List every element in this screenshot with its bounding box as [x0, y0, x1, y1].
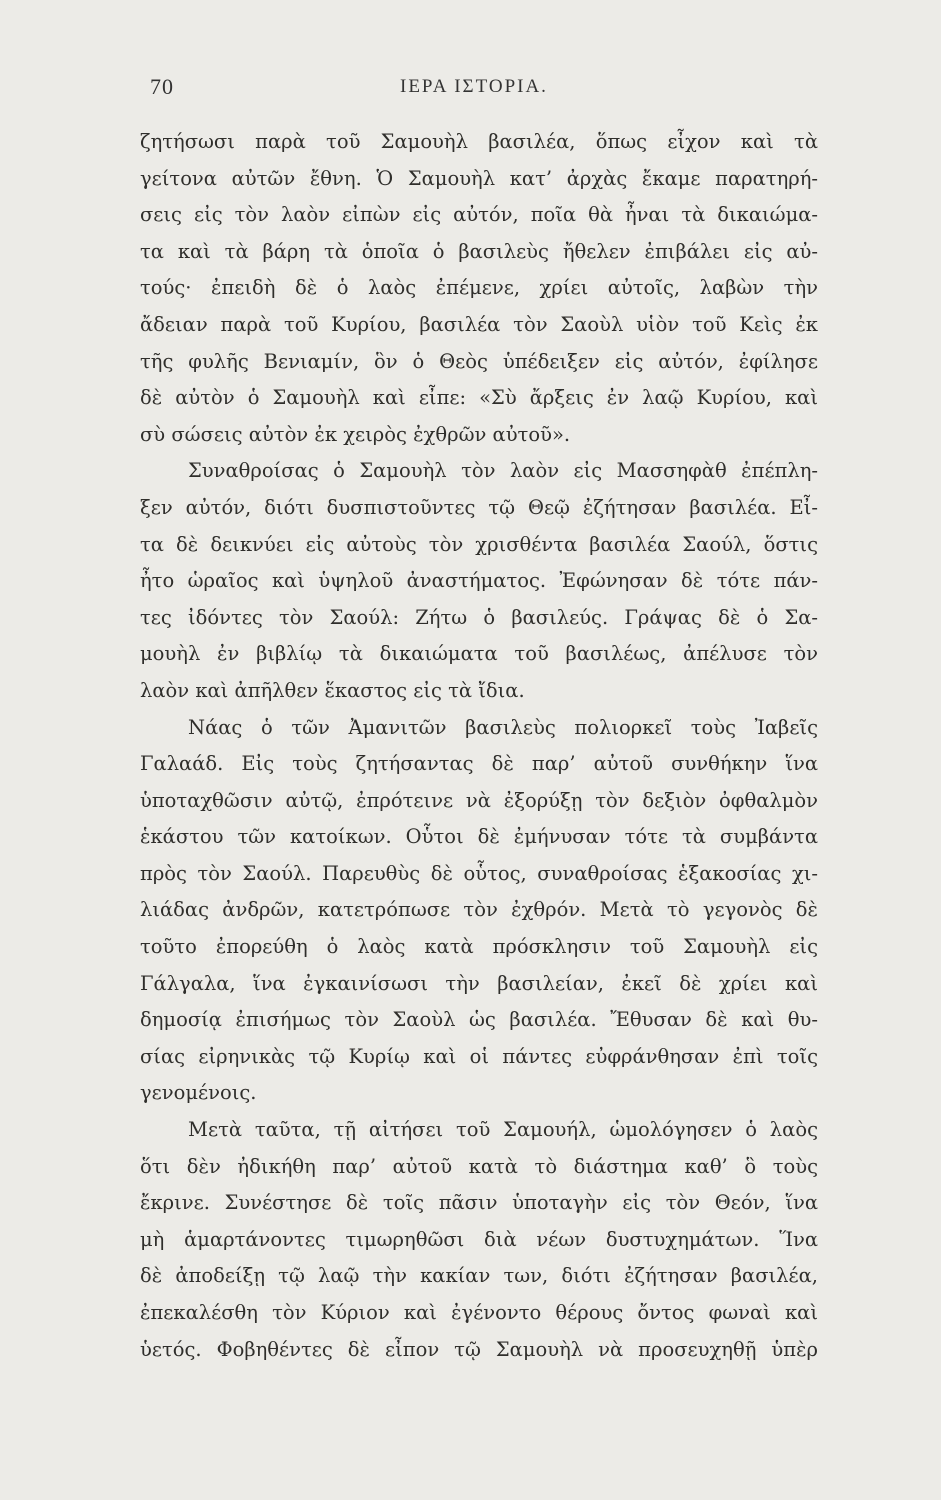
paragraph: [140, 124, 818, 453]
page-header: [150, 74, 830, 104]
text-line: τοῦτο ἐπορεύθη ὁ λαὸς κατὰ πρόσκλησιν τοῦ Σαμουὴλ εἰς: [140, 935, 818, 959]
text-line: ὑετός. Φοβηθέντες δὲ εἶπον τῷ Σαμουὴλ νὰ προσευχηθῇ ὑπὲρ: [140, 1337, 818, 1361]
text-line: λαὸν καὶ ἀπῆλθεν ἕκαστος εἰς τὰ ἴδια.: [140, 678, 525, 702]
text-line: Γαλαάδ. Εἰς τοὺς ζητήσαντας δὲ παρ’ αὐτοῦ συνθήκην ἵνα: [140, 752, 818, 776]
text-line: τα καὶ τὰ βάρη τὰ ὁποῖα ὁ βασιλεὺς ἤθελεν ἐπιβάλει εἰς αὐ-: [140, 239, 818, 263]
text-line: ὑποταχθῶσιν αὐτῷ, ἐπρότεινε νὰ ἐξορύξῃ τὸν δεξιὸν ὀφθαλμὸν: [140, 788, 818, 812]
text-line: Νάας ὁ τῶν Ἀμανιτῶν βασιλεὺς πολιορκεῖ τοὺς Ἰαβεῖς: [188, 715, 818, 739]
text-line: γενομένοις.: [140, 1081, 257, 1105]
page-number: 70: [150, 74, 174, 99]
text-line: λιάδας ἀνδρῶν, κατετρόπωσε τὸν ἐχθρόν. Μετὰ τὸ γεγονὸς δὲ: [140, 898, 818, 922]
text-line: Συναθροίσας ὁ Σαμουὴλ τὸν λαὸν εἰς Μασσηφὰθ ἐπέπλη-: [188, 459, 818, 483]
paragraph: [140, 1112, 818, 1368]
text-line: τούς· ἐπειδὴ δὲ ὁ λαὸς ἐπέμενε, χρίει αὐτοῖς, λαβὼν τὴν: [140, 276, 818, 300]
text-line: γείτονα αὐτῶν ἔθνη. Ὁ Σαμουὴλ κατ’ ἀρχὰς ἔκαμε παρατηρή-: [140, 166, 818, 190]
text-line: πρὸς τὸν Σαούλ. Παρευθὺς δὲ οὗτος, συναθροίσας ἑξακοσίας χι-: [140, 861, 818, 885]
text-line: ἐπεκαλέσθη τὸν Κύριον καὶ ἐγένοντο θέρους ὄντος φωναὶ καὶ: [140, 1301, 818, 1324]
text-line: δὲ ἀποδείξῃ τῷ λαῷ τὴν κακίαν των, διότι ἐζήτησαν βασιλέα,: [140, 1264, 818, 1288]
paragraph: [140, 710, 818, 1113]
text-line: ἑκάστου τῶν κατοίκων. Οὗτοι δὲ ἐμήνυσαν τότε τὰ συμβάντα: [140, 825, 818, 849]
text-line: ἦτο ὡραῖος καὶ ὑψηλοῦ ἀναστήματος. Ἐφώνησαν δὲ τότε πάν-: [140, 569, 818, 593]
text-line: Μετὰ ταῦτα, τῇ αἰτήσει τοῦ Σαμουήλ, ὡμολόγησεν ὁ λαὸς: [188, 1118, 818, 1142]
text-line: ἄδειαν παρὰ τοῦ Κυρίου, βασιλέα τὸν Σαοὺλ υἱὸν τοῦ Κεὶς ἐκ: [140, 312, 818, 336]
text-line: σίας εἰρηνικὰς τῷ Κυρίῳ καὶ οἱ πάντες εὐφράνθησαν ἐπὶ τοῖς: [140, 1044, 818, 1068]
text-line: ἔκρινε. Συνέστησε δὲ τοῖς πᾶσιν ὑποταγὴν εἰς τὸν Θεόν, ἵνα: [140, 1191, 818, 1215]
text-line: ξεν αὐτόν, διότι δυσπιστοῦντες τῷ Θεῷ ἐζήτησαν βασιλέα. Εἶ-: [140, 495, 818, 519]
running-title: ΙΕΡΑ ΙΣΤΟΡΙΑ.: [400, 76, 548, 97]
text-line: ζητήσωσι παρὰ τοῦ Σαμουὴλ βασιλέα, ὅπως εἶχον καὶ τὰ: [140, 130, 818, 153]
text-line: δὲ αὐτὸν ὁ Σαμουὴλ καὶ εἶπε: «Σὺ ἄρξεις ἐν λαῷ Κυρίου, καὶ: [140, 386, 818, 410]
text-line: τες ἰδόντες τὸν Σαούλ: Ζήτω ὁ βασιλεύς. Γράψας δὲ ὁ Σα-: [140, 605, 818, 629]
text-line: μουὴλ ἐν βιβλίῳ τὰ δικαιώματα τοῦ βασιλέως, ἀπέλυσε τὸν: [140, 642, 818, 666]
text-line: τῆς φυλῆς Βενιαμίν, ὃν ὁ Θεὸς ὑπέδειξεν εἰς αὐτόν, ἐφίλησε: [140, 349, 818, 373]
text-line: σὺ σώσεις αὐτὸν ἐκ χειρὸς ἐχθρῶν αὐτοῦ».: [140, 422, 571, 446]
paragraph: [140, 453, 818, 709]
text-line: τα δὲ δεικνύει εἰς αὐτοὺς τὸν χρισθέντα βασιλέα Σαούλ, ὅστις: [140, 532, 818, 556]
text-line: σεις εἰς τὸν λαὸν εἰπὼν εἰς αὐτόν, ποῖα θὰ ἦναι τὰ δικαιώμα-: [140, 203, 818, 227]
text-line: μὴ ἁμαρτάνοντες τιμωρηθῶσι διὰ νέων δυστυχημάτων. Ἵνα: [140, 1227, 818, 1251]
text-line: ὅτι δὲν ἠδικήθη παρ’ αὐτοῦ κατὰ τὸ διάστημα καθ’ ὃ τοὺς: [140, 1154, 818, 1178]
text-line: Γάλγαλα, ἵνα ἐγκαινίσωσι τὴν βασιλείαν, ἐκεῖ δὲ χρίει καὶ: [140, 971, 818, 995]
body-text: [140, 124, 818, 1368]
text-line: δημοσίᾳ ἐπισήμως τὸν Σαοὺλ ὡς βασιλέα. Ἔθυσαν δὲ καὶ θυ-: [140, 1008, 818, 1032]
